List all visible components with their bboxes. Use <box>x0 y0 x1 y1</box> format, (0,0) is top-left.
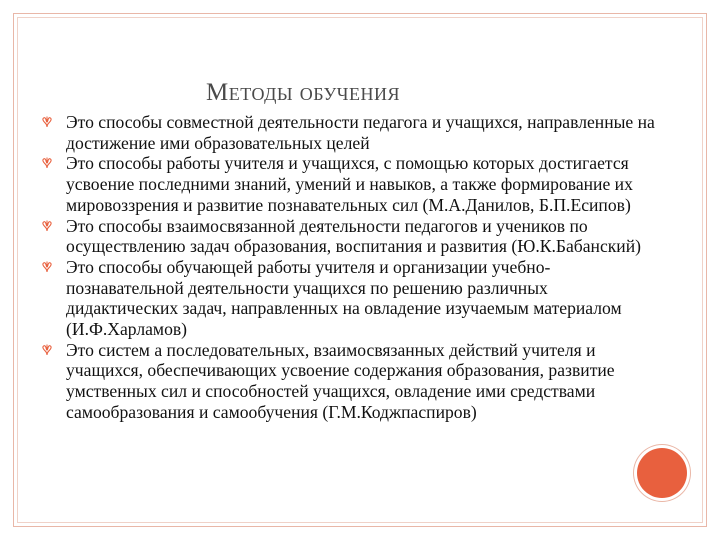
fleur-ornament-icon <box>40 115 54 129</box>
list-item <box>38 340 658 423</box>
list-item-text: Это способы работы учителя и учащихся, с помощью которых достигается усвоение последними знаний, умений и навыков, а также формирование их мировоззрения и развитие познавательных сил (М.А.Данилов, Б.П.Есипов) <box>66 153 633 215</box>
list-item <box>38 216 658 257</box>
list-item-text: Это способы обучающей работы учителя и организации учебно-познавательной деятельности учащихся по решению различных дидактических задач, направленных на овладение изучаемым материалом (И.Ф.Харламов) <box>66 256 622 340</box>
fleur-ornament-icon <box>40 260 54 274</box>
fleur-ornament-icon <box>40 343 54 357</box>
bullet-list <box>38 112 658 423</box>
fleur-ornament-icon <box>40 219 54 233</box>
slide-title: Методы обучения <box>206 79 400 106</box>
list-item <box>38 112 658 153</box>
list-item-text: Это способы совместной деятельности педагога и учащихся, направленные на достижение ими образовательных целей <box>66 112 655 153</box>
list-item-text: Это систем а последовательных, взаимосвязанных действий учителя и учащихся, обеспечивающих усвоение содержания образования, развитие умственных сил и способностей учащихся, овладение ими средствами самообразования и самообучения (Г.М.Коджпаспиров) <box>66 339 615 422</box>
decorative-circle <box>637 448 687 498</box>
fleur-ornament-icon <box>40 156 54 170</box>
list-item <box>38 257 658 340</box>
list-item-text: Это способы взаимосвязанной деятельности педагогов и учеников по осуществлению задач образования, воспитания и развития (Ю.К.Бабанский) <box>66 215 641 257</box>
list-item <box>38 153 658 215</box>
